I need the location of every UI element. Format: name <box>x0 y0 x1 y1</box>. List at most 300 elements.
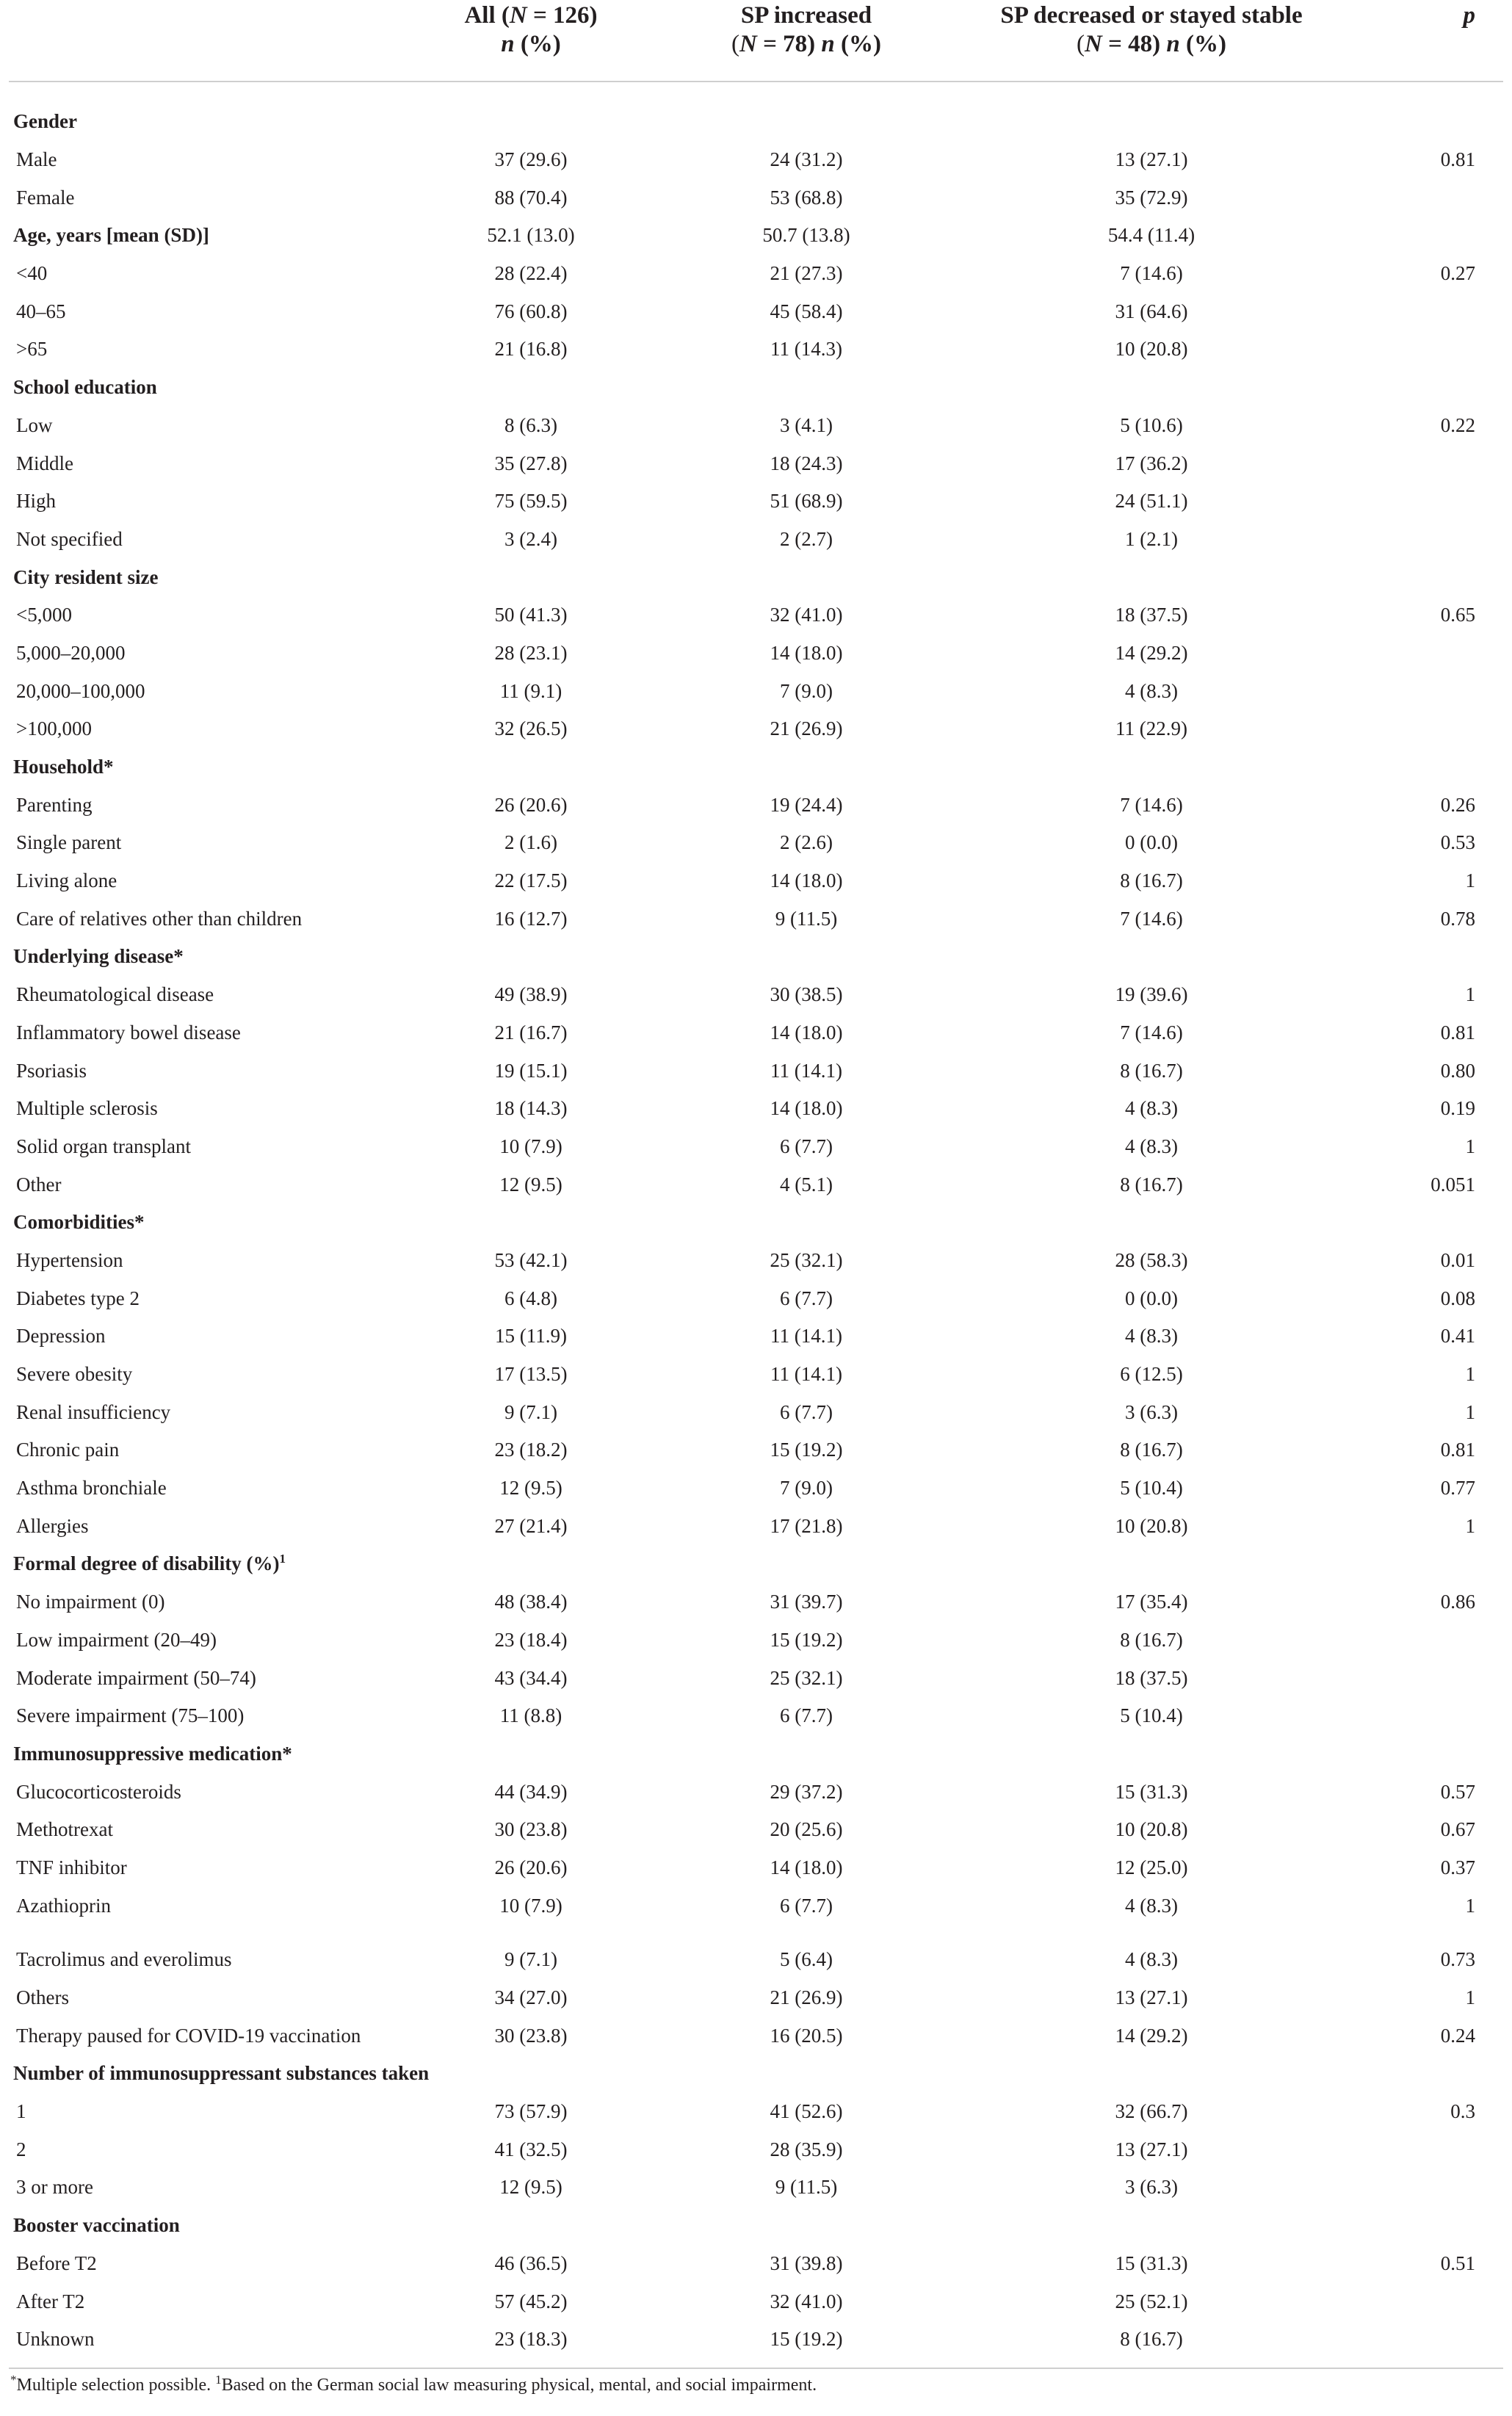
cell-all-text: 15 (11.9) <box>495 1325 567 1348</box>
cell-sp-decreased <box>938 1773 1364 1811</box>
cell-sp-increased <box>674 2207 938 2245</box>
table-row <box>9 1925 1503 1979</box>
cell-all <box>388 748 674 786</box>
table-row <box>9 482 1503 521</box>
cell-sp-increased-text: 21 (26.9) <box>770 1986 843 2009</box>
cell-p-value <box>1364 2321 1503 2368</box>
cell-label <box>9 521 388 559</box>
cell-sp-increased <box>674 2093 938 2131</box>
cell-sp-decreased <box>938 1356 1364 1394</box>
cell-p-value-text: 0.24 <box>1440 2024 1475 2047</box>
cell-all <box>388 786 674 824</box>
cell-label <box>9 976 388 1014</box>
cell-sp-decreased <box>938 1469 1364 1508</box>
cell-sp-increased-text: 15 (19.2) <box>770 1439 843 1461</box>
cell-label-text: Allergies <box>16 1514 89 1537</box>
cell-sp-decreased-text: 7 (14.6) <box>1120 1021 1183 1044</box>
cell-sp-increased <box>674 1356 938 1394</box>
cell-all-text: 28 (22.4) <box>494 262 568 285</box>
cell-label <box>9 1242 388 1280</box>
cell-all <box>388 634 674 673</box>
cell-sp-increased <box>674 1393 938 1431</box>
cell-p-value <box>1364 2169 1503 2207</box>
cell-sp-decreased <box>938 672 1364 710</box>
cell-all <box>388 1356 674 1394</box>
header-p-value: p <box>1364 0 1503 82</box>
cell-label-text: <40 <box>16 262 48 285</box>
cell-sp-increased-text: 7 (9.0) <box>780 679 833 702</box>
cell-sp-decreased-text: 8 (16.7) <box>1120 1628 1183 1651</box>
cell-sp-increased-text: 32 (41.0) <box>770 604 843 626</box>
cell-label-text: Unknown <box>16 2328 95 2351</box>
cell-all <box>388 1811 674 1849</box>
cell-sp-decreased <box>938 1697 1364 1735</box>
cell-all <box>388 1128 674 1166</box>
cell-sp-increased-text: 16 (20.5) <box>770 2024 843 2047</box>
table-row <box>9 2169 1503 2207</box>
table-row <box>9 2245 1503 2283</box>
cell-sp-decreased <box>938 1925 1364 1979</box>
cell-p-value <box>1364 1242 1503 1280</box>
cell-p-value-text: 0.80 <box>1440 1059 1475 1082</box>
cell-label-text: Household* <box>13 756 114 778</box>
cell-sp-decreased <box>938 596 1364 634</box>
table-row <box>9 672 1503 710</box>
cell-label-text: Diabetes type 2 <box>16 1287 140 1309</box>
cell-sp-increased-text: 25 (32.1) <box>770 1666 843 1689</box>
table-row <box>9 900 1503 938</box>
cell-label-text: Low impairment (20–49) <box>16 1628 217 1651</box>
cell-sp-increased-text: 15 (19.2) <box>770 2328 843 2351</box>
cell-label <box>9 1356 388 1394</box>
cell-sp-increased <box>674 141 938 179</box>
cell-p-value-text: 0.41 <box>1440 1325 1475 1348</box>
cell-all <box>388 558 674 596</box>
cell-p-value-text: 1 <box>1465 1514 1475 1537</box>
cell-sp-increased-text: 11 (14.1) <box>770 1059 842 1082</box>
cell-all <box>388 444 674 482</box>
cell-all <box>388 1545 674 1583</box>
cell-sp-decreased <box>938 407 1364 445</box>
cell-sp-decreased <box>938 2321 1364 2368</box>
cell-p-value-text: 0.73 <box>1440 1948 1475 1971</box>
cell-p-value-text: 0.67 <box>1440 1818 1475 1841</box>
cell-sp-increased <box>674 1469 938 1508</box>
cell-label <box>9 1887 388 1925</box>
cell-sp-decreased-text: 25 (52.1) <box>1115 2290 1188 2312</box>
cell-sp-decreased-text: 4 (8.3) <box>1125 1894 1178 1917</box>
cell-p-value <box>1364 862 1503 900</box>
cell-sp-increased <box>674 1979 938 2017</box>
cell-sp-decreased <box>938 292 1364 330</box>
cell-sp-decreased-text: 8 (16.7) <box>1120 1439 1183 1461</box>
cell-all-text: 22 (17.5) <box>494 869 568 892</box>
cell-all-text: 73 (57.9) <box>494 2100 568 2123</box>
cell-sp-increased-text: 14 (18.0) <box>770 1021 843 1044</box>
cell-sp-decreased <box>938 1583 1364 1621</box>
cell-all-text: 26 (20.6) <box>494 1856 568 1878</box>
cell-all <box>388 862 674 900</box>
cell-label <box>9 1469 388 1508</box>
cell-label <box>9 2207 388 2245</box>
cell-p-value <box>1364 1979 1503 2017</box>
cell-sp-increased <box>674 938 938 976</box>
cell-sp-increased <box>674 2245 938 2283</box>
cell-label-text: Single parent <box>16 831 122 854</box>
cell-all <box>388 1979 674 2017</box>
cell-sp-decreased-text: 11 (22.9) <box>1115 717 1187 740</box>
cell-p-value <box>1364 444 1503 482</box>
cell-sp-decreased-text: 10 (20.8) <box>1115 338 1188 361</box>
section-header-row <box>9 2055 1503 2093</box>
cell-sp-increased-text: 15 (19.2) <box>770 1628 843 1651</box>
cell-all-text: 52.1 (13.0) <box>487 224 575 247</box>
cell-label-text: TNF inhibitor <box>16 1856 127 1878</box>
cell-label <box>9 1128 388 1166</box>
cell-p-value <box>1364 596 1503 634</box>
cell-p-value <box>1364 1052 1503 1090</box>
cell-sp-decreased-text: 7 (14.6) <box>1120 907 1183 930</box>
cell-p-value <box>1364 2282 1503 2321</box>
cell-all <box>388 482 674 521</box>
cell-label-text: Comorbidities* <box>13 1211 145 1234</box>
cell-label <box>9 2321 388 2368</box>
cell-sp-decreased-text: 19 (39.6) <box>1115 983 1188 1006</box>
cell-p-value-text: 0.26 <box>1440 793 1475 816</box>
cell-sp-decreased <box>938 482 1364 521</box>
cell-label <box>9 1090 388 1128</box>
cell-label-text: Moderate impairment (50–74) <box>16 1666 256 1689</box>
cell-all <box>388 1621 674 1660</box>
table-row <box>9 1052 1503 1090</box>
cell-sp-increased <box>674 217 938 255</box>
cell-label-text: Underlying disease* <box>13 945 184 968</box>
cell-p-value-text: 0.78 <box>1440 907 1475 930</box>
cell-sp-increased <box>674 900 938 938</box>
cell-sp-decreased <box>938 2017 1364 2055</box>
table-row <box>9 1014 1503 1052</box>
cell-sp-increased-text: 14 (18.0) <box>770 1856 843 1878</box>
cell-sp-increased <box>674 2017 938 2055</box>
cell-label-text: Azathioprin <box>16 1894 111 1917</box>
cell-all <box>388 141 674 179</box>
cell-label-text: Immunosuppressive medication* <box>13 1742 292 1765</box>
cell-sp-increased <box>674 596 938 634</box>
cell-sp-decreased <box>938 1279 1364 1317</box>
cell-sp-increased-text: 51 (68.9) <box>770 490 843 513</box>
cell-all-text: 30 (23.8) <box>494 2024 568 2047</box>
section-header-row <box>9 82 1503 141</box>
cell-p-value-text: 0.051 <box>1430 1173 1475 1196</box>
cell-sp-decreased <box>938 1393 1364 1431</box>
cell-p-value <box>1364 976 1503 1014</box>
cell-p-value-text: 0.81 <box>1440 1021 1475 1044</box>
footnote-superscript: 1 <box>215 2373 222 2387</box>
table-header <box>9 0 1503 82</box>
cell-sp-increased-text: 14 (18.0) <box>770 869 843 892</box>
table-row <box>9 786 1503 824</box>
cell-sp-increased <box>674 482 938 521</box>
cell-all-text: 3 (2.4) <box>504 527 557 550</box>
cell-label <box>9 217 388 255</box>
cell-all-text: 34 (27.0) <box>494 1986 568 2009</box>
cell-label-text: After T2 <box>16 2290 85 2312</box>
cell-label <box>9 369 388 407</box>
cell-all <box>388 1014 674 1052</box>
cell-all-text: 2 (1.6) <box>504 831 557 854</box>
cell-label-text: Care of relatives other than children <box>16 907 303 930</box>
cell-sp-increased-text: 6 (7.7) <box>780 1135 833 1157</box>
cell-all-text: 8 (6.3) <box>504 413 557 436</box>
cell-p-value-text: 0.53 <box>1440 831 1475 854</box>
cell-sp-increased <box>674 1697 938 1735</box>
cell-sp-decreased-text: 7 (14.6) <box>1120 793 1183 816</box>
cell-label <box>9 82 388 141</box>
cell-all <box>388 1583 674 1621</box>
cell-label-text: Severe obesity <box>16 1363 133 1386</box>
cell-label-text: Therapy paused for COVID-19 vaccination <box>16 2024 361 2047</box>
cell-p-value-text: 0.19 <box>1440 1097 1475 1120</box>
cell-p-value <box>1364 1849 1503 1887</box>
cell-sp-increased-text: 50.7 (13.8) <box>762 224 850 247</box>
cell-p-value-text: 0.27 <box>1440 262 1475 285</box>
cell-p-value <box>1364 1356 1503 1394</box>
cell-p-value <box>1364 938 1503 976</box>
cell-sp-increased-text: 9 (11.5) <box>775 2176 838 2199</box>
table-row <box>9 1507 1503 1545</box>
cell-label-text: Number of immunosuppressant substances taken <box>13 2062 430 2085</box>
cell-label <box>9 141 388 179</box>
cell-label-text: Before T2 <box>16 2252 97 2274</box>
cell-all <box>388 330 674 369</box>
cell-all <box>388 1317 674 1356</box>
cell-sp-increased-text: 30 (38.5) <box>770 983 843 1006</box>
table-row <box>9 1849 1503 1887</box>
cell-sp-increased-text: 6 (7.7) <box>780 1894 833 1917</box>
cell-all-text: 30 (23.8) <box>494 1818 568 1841</box>
cell-sp-increased <box>674 255 938 293</box>
cell-label <box>9 900 388 938</box>
cell-p-value <box>1364 255 1503 293</box>
cell-p-value <box>1364 407 1503 445</box>
cell-label <box>9 1317 388 1356</box>
table-row <box>9 1469 1503 1508</box>
cell-sp-decreased <box>938 1242 1364 1280</box>
table-row <box>9 2017 1503 2055</box>
section-header-row <box>9 1735 1503 1773</box>
cell-all-text: 75 (59.5) <box>494 490 568 513</box>
table-row <box>9 1583 1503 1621</box>
cell-sp-decreased-text: 35 (72.9) <box>1115 186 1188 209</box>
footnote-text-2: Based on the German social law measuring physical, mental, and social impairment. <box>221 2376 817 2395</box>
table-row <box>9 2282 1503 2321</box>
cell-sp-decreased-text: 28 (58.3) <box>1115 1248 1188 1271</box>
cell-label <box>9 1393 388 1431</box>
cell-label-text: 5,000–20,000 <box>16 641 126 664</box>
cell-all <box>388 255 674 293</box>
cell-p-value-text: 1 <box>1465 983 1475 1006</box>
cell-p-value-text: 0.22 <box>1440 413 1475 436</box>
cell-all <box>388 2207 674 2245</box>
cell-p-value <box>1364 1925 1503 1979</box>
cell-label-text: >100,000 <box>16 717 92 740</box>
cell-sp-increased-text: 45 (58.4) <box>770 300 843 322</box>
cell-label <box>9 1014 388 1052</box>
cell-sp-increased-text: 17 (21.8) <box>770 1514 843 1537</box>
cell-sp-decreased-text: 4 (8.3) <box>1125 1948 1178 1971</box>
cell-all <box>388 1431 674 1469</box>
cell-sp-increased <box>674 1621 938 1660</box>
cell-p-value <box>1364 558 1503 596</box>
cell-sp-increased <box>674 1204 938 1242</box>
cell-sp-decreased <box>938 2130 1364 2169</box>
table-row <box>9 141 1503 179</box>
cell-sp-increased-text: 18 (24.3) <box>770 452 843 474</box>
cell-p-value <box>1364 672 1503 710</box>
cell-p-value <box>1364 482 1503 521</box>
table-row <box>9 824 1503 862</box>
cell-p-value <box>1364 748 1503 786</box>
cell-p-value <box>1364 1735 1503 1773</box>
cell-label-text: Middle <box>16 452 73 474</box>
cell-label <box>9 1431 388 1469</box>
cell-p-value <box>1364 634 1503 673</box>
cell-all <box>388 1925 674 1979</box>
cell-sp-decreased <box>938 976 1364 1014</box>
cell-sp-decreased-text: 0 (0.0) <box>1125 831 1178 854</box>
cell-all <box>388 1735 674 1773</box>
cell-sp-decreased <box>938 82 1364 141</box>
cell-label <box>9 672 388 710</box>
cell-all-text: 10 (7.9) <box>499 1135 563 1157</box>
cell-all-text: 46 (36.5) <box>494 2252 568 2274</box>
cell-p-value <box>1364 824 1503 862</box>
header-all: All (N = 126) n (%) <box>388 0 674 82</box>
cell-all-text: 57 (45.2) <box>494 2290 568 2312</box>
cell-all <box>388 1052 674 1090</box>
cell-sp-increased <box>674 2282 938 2321</box>
cell-sp-increased <box>674 1545 938 1583</box>
cell-sp-increased-text: 5 (6.4) <box>780 1948 833 1971</box>
cell-sp-decreased <box>938 1431 1364 1469</box>
table-row <box>9 1979 1503 2017</box>
cell-p-value <box>1364 2245 1503 2283</box>
cell-sp-increased <box>674 1165 938 1204</box>
cell-label <box>9 330 388 369</box>
cell-all <box>388 1393 674 1431</box>
cell-sp-increased <box>674 2169 938 2207</box>
cell-sp-increased-text: 31 (39.7) <box>770 1591 843 1613</box>
cell-all <box>388 976 674 1014</box>
cell-p-value-text: 1 <box>1465 1400 1475 1423</box>
cell-all-text: 17 (13.5) <box>494 1363 568 1386</box>
cell-p-value-text: 0.08 <box>1440 1287 1475 1309</box>
table-row <box>9 2093 1503 2131</box>
header-sp-increased: SP increased (N = 78) n (%) <box>674 0 938 82</box>
cell-p-value <box>1364 2130 1503 2169</box>
cell-sp-decreased-text: 10 (20.8) <box>1115 1514 1188 1537</box>
cell-sp-increased <box>674 2130 938 2169</box>
cell-sp-increased-text: 6 (7.7) <box>780 1704 833 1727</box>
cell-all-text: 11 (9.1) <box>499 679 563 702</box>
cell-p-value <box>1364 292 1503 330</box>
cell-label-text: Hypertension <box>16 1248 123 1271</box>
cell-label <box>9 2093 388 2131</box>
cell-label-text: Other <box>16 1173 62 1196</box>
cell-sp-decreased <box>938 1204 1364 1242</box>
cell-sp-increased <box>674 558 938 596</box>
table-row <box>9 634 1503 673</box>
cell-all <box>388 1849 674 1887</box>
cell-sp-increased <box>674 1811 938 1849</box>
cell-all-text: 35 (27.8) <box>494 452 568 474</box>
section-header-row <box>9 2207 1503 2245</box>
cell-p-value-text: 0.77 <box>1440 1477 1475 1500</box>
table-row <box>9 1279 1503 1317</box>
cell-label <box>9 2055 430 2093</box>
cell-label <box>9 1659 388 1697</box>
cell-sp-decreased-text: 17 (36.2) <box>1115 452 1188 474</box>
cell-sp-decreased <box>938 1659 1364 1697</box>
cell-label <box>9 482 388 521</box>
cell-all-text: 21 (16.8) <box>494 338 568 361</box>
cell-sp-decreased <box>938 862 1364 900</box>
cell-label-text: Glucocorticosteroids <box>16 1780 181 1803</box>
cell-label <box>9 178 388 217</box>
cell-p-value <box>1364 1469 1503 1508</box>
cell-sp-increased-text: 3 (4.1) <box>780 413 833 436</box>
cell-sp-increased-text: 4 (5.1) <box>780 1173 833 1196</box>
cell-p-value <box>1364 217 1503 255</box>
table-row <box>9 1697 1503 1735</box>
cell-label-text: Female <box>16 186 75 209</box>
cell-sp-decreased <box>938 1014 1364 1052</box>
cell-sp-decreased-text: 15 (31.3) <box>1115 1780 1188 1803</box>
table-row <box>9 1621 1503 1660</box>
cell-sp-decreased <box>938 2169 1364 2207</box>
cell-all <box>388 596 674 634</box>
cell-label <box>9 1621 388 1660</box>
table-row <box>9 255 1503 293</box>
cell-sp-decreased-text: 8 (16.7) <box>1120 869 1183 892</box>
cell-label <box>9 710 388 748</box>
cell-all-text: 88 (70.4) <box>494 186 568 209</box>
cell-label <box>9 2169 388 2207</box>
cell-all-text: 23 (18.4) <box>494 1628 568 1651</box>
cell-p-value <box>1364 1014 1503 1052</box>
cell-label-text: Parenting <box>16 793 93 816</box>
table-row <box>9 1811 1503 1849</box>
cell-label <box>9 634 388 673</box>
cell-sp-decreased <box>938 748 1364 786</box>
cell-label <box>9 748 388 786</box>
cell-sp-decreased-text: 3 (6.3) <box>1125 2176 1178 2199</box>
section-header-row <box>9 1204 1503 1242</box>
cell-label <box>9 1925 388 1979</box>
cell-all-text: 12 (9.5) <box>499 1477 563 1500</box>
cell-all-text: 9 (7.1) <box>504 1400 557 1423</box>
header-sp-decreased: SP decreased or stayed stable (N = 48) n (%) <box>938 0 1364 82</box>
cell-sp-decreased-text: 13 (27.1) <box>1115 148 1188 171</box>
cell-p-value-text: 0.01 <box>1440 1248 1475 1271</box>
cell-sp-decreased <box>938 2207 1364 2245</box>
cell-sp-decreased <box>938 2093 1364 2131</box>
cell-label-text: Not specified <box>16 527 123 550</box>
cell-all-text: 23 (18.3) <box>494 2328 568 2351</box>
cell-p-value-text: 0.51 <box>1440 2252 1475 2274</box>
table-row <box>9 1887 1503 1925</box>
cell-label-text: 3 or more <box>16 2176 93 2199</box>
